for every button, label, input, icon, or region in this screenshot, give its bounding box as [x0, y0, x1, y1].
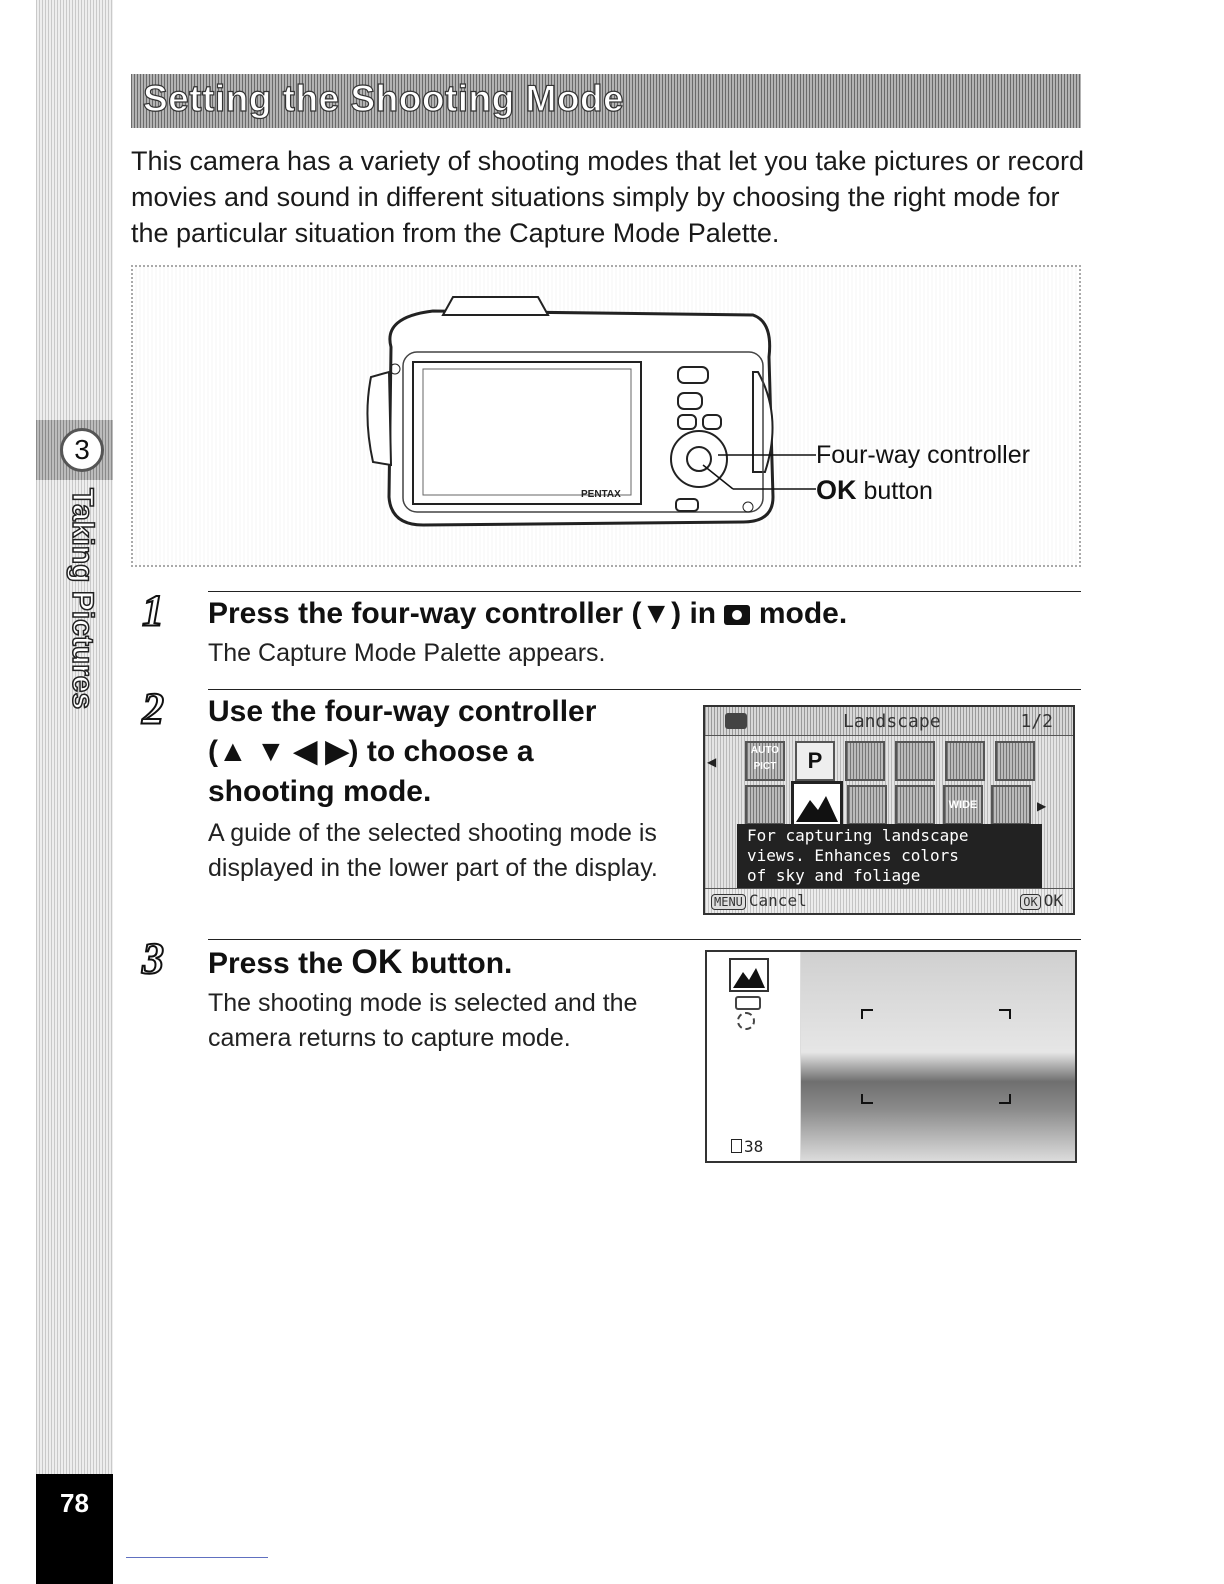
section-title: Setting the Shooting Mode: [143, 78, 625, 119]
step-1-rule: [208, 591, 1081, 592]
intro-paragraph: This camera has a variety of shooting modes that let you take pictures or record movies and sound in different situations simply by choosing the right mode for the particular situation from the Capture Mode Palette.: [131, 146, 1084, 248]
memory-icon: [731, 1139, 742, 1153]
step-1-body: The Capture Mode Palette appears.: [208, 639, 606, 667]
camera-back-illustration: [133, 267, 1079, 565]
guide-line-3: of sky and foliage: [747, 866, 921, 885]
step-3-heading-post: button.: [410, 947, 513, 980]
cancel-hint: [711, 891, 807, 910]
step-1-number: 1: [142, 586, 164, 635]
chapter-number-badge: 3: [60, 428, 104, 472]
mode-tile-movie-icon: [895, 741, 935, 781]
mode-guide-text: [737, 824, 1042, 888]
palette-header: [705, 707, 1073, 736]
step-2-body: A guide of the selected shooting mode is displayed in the lower part of the display.: [208, 819, 658, 882]
mode-tile-portrait-icon: [895, 785, 935, 825]
mode-tile-voice-recording-icon: [991, 785, 1031, 825]
palette-mode-label: Landscape: [843, 711, 941, 732]
mode-tile-flower-icon: [847, 785, 887, 825]
capture-mode-screen: [705, 950, 1077, 1163]
focus-frame: [861, 1007, 1011, 1104]
page-number: 78: [36, 1474, 113, 1584]
step-3-heading-pre: Press the: [208, 947, 344, 980]
mode-tile-digital-sr-icon: [745, 785, 785, 825]
step-2-heading-line1: Use the four-way controller: [208, 695, 597, 728]
step-2-heading-line2: (▲ ▼ ◀ ▶) to choose a: [208, 735, 534, 768]
palette-page: 1/2: [1020, 711, 1053, 732]
camera-mode-icon: [724, 605, 750, 625]
menu-key-icon: MENU: [711, 894, 746, 910]
capture-mode-palette-screen: [703, 705, 1075, 915]
footer-rule: [126, 1557, 268, 1558]
mode-tile-underwater-movie-icon: [995, 741, 1035, 781]
step-1-heading-suffix: mode.: [758, 597, 848, 630]
chapter-title-vertical: [60, 488, 104, 708]
left-arrow-icon: ◀: [707, 755, 717, 769]
cancel-label: Cancel: [748, 891, 807, 910]
step-1-heading: [208, 594, 847, 634]
step-1-heading-text: Press the four-way controller (▼) in: [208, 597, 717, 630]
mode-tile-underwater-icon: [945, 741, 985, 781]
ok-key-icon: OK: [1020, 894, 1040, 910]
step-2-heading: [208, 692, 678, 812]
ok-label: OK: [1043, 891, 1063, 910]
step-3-number: 3: [142, 934, 164, 983]
live-view-landscape-image: [801, 952, 1075, 1161]
ok-hint: [1020, 891, 1063, 910]
step-2-heading-line3: shooting mode.: [208, 775, 432, 808]
mode-tile-auto-picture: AUTO PICT: [745, 741, 785, 781]
guide-line-1: For capturing landscape: [747, 826, 969, 845]
step-2-rule: [208, 689, 1081, 690]
camera-icon: [725, 713, 747, 729]
mode-tile-landscape-icon: [791, 781, 843, 829]
mode-tile-wide: WIDE: [943, 785, 983, 825]
battery-icon: [735, 996, 761, 1010]
mode-tile-program: P: [795, 741, 835, 781]
mode-tile-night-scene-icon: [845, 741, 885, 781]
callout-ok-button: [816, 475, 933, 506]
landscape-mode-icon: [729, 958, 769, 992]
callout-ok-label: OK: [816, 475, 857, 505]
shots-remaining: [731, 1137, 763, 1156]
step-2-number: 2: [142, 684, 164, 733]
shots-remaining-count: 38: [744, 1137, 764, 1156]
face-detection-icon: [737, 1012, 755, 1030]
step-3-body: The shooting mode is selected and the camera returns to capture mode.: [208, 989, 638, 1052]
status-panel: [707, 952, 801, 1161]
guide-line-2: views. Enhances colors: [747, 846, 959, 865]
landscape-icon: [794, 784, 840, 826]
callout-ok-suffix: button: [863, 477, 933, 505]
chapter-sidebar: [36, 0, 113, 1584]
palette-footer: [705, 888, 1073, 913]
step-3-heading-ok: OK: [351, 943, 403, 981]
chapter-title: Taking Pictures: [66, 488, 99, 710]
step-3-rule: [208, 939, 1081, 940]
camera-figure: [131, 265, 1081, 567]
brand-logo: PENTAX: [581, 489, 621, 500]
callout-four-way-controller: Four-way controller: [816, 441, 1030, 469]
right-arrow-icon: ▶: [1037, 799, 1047, 813]
step-3-heading: [208, 942, 512, 984]
section-title-bar: [131, 74, 1081, 128]
